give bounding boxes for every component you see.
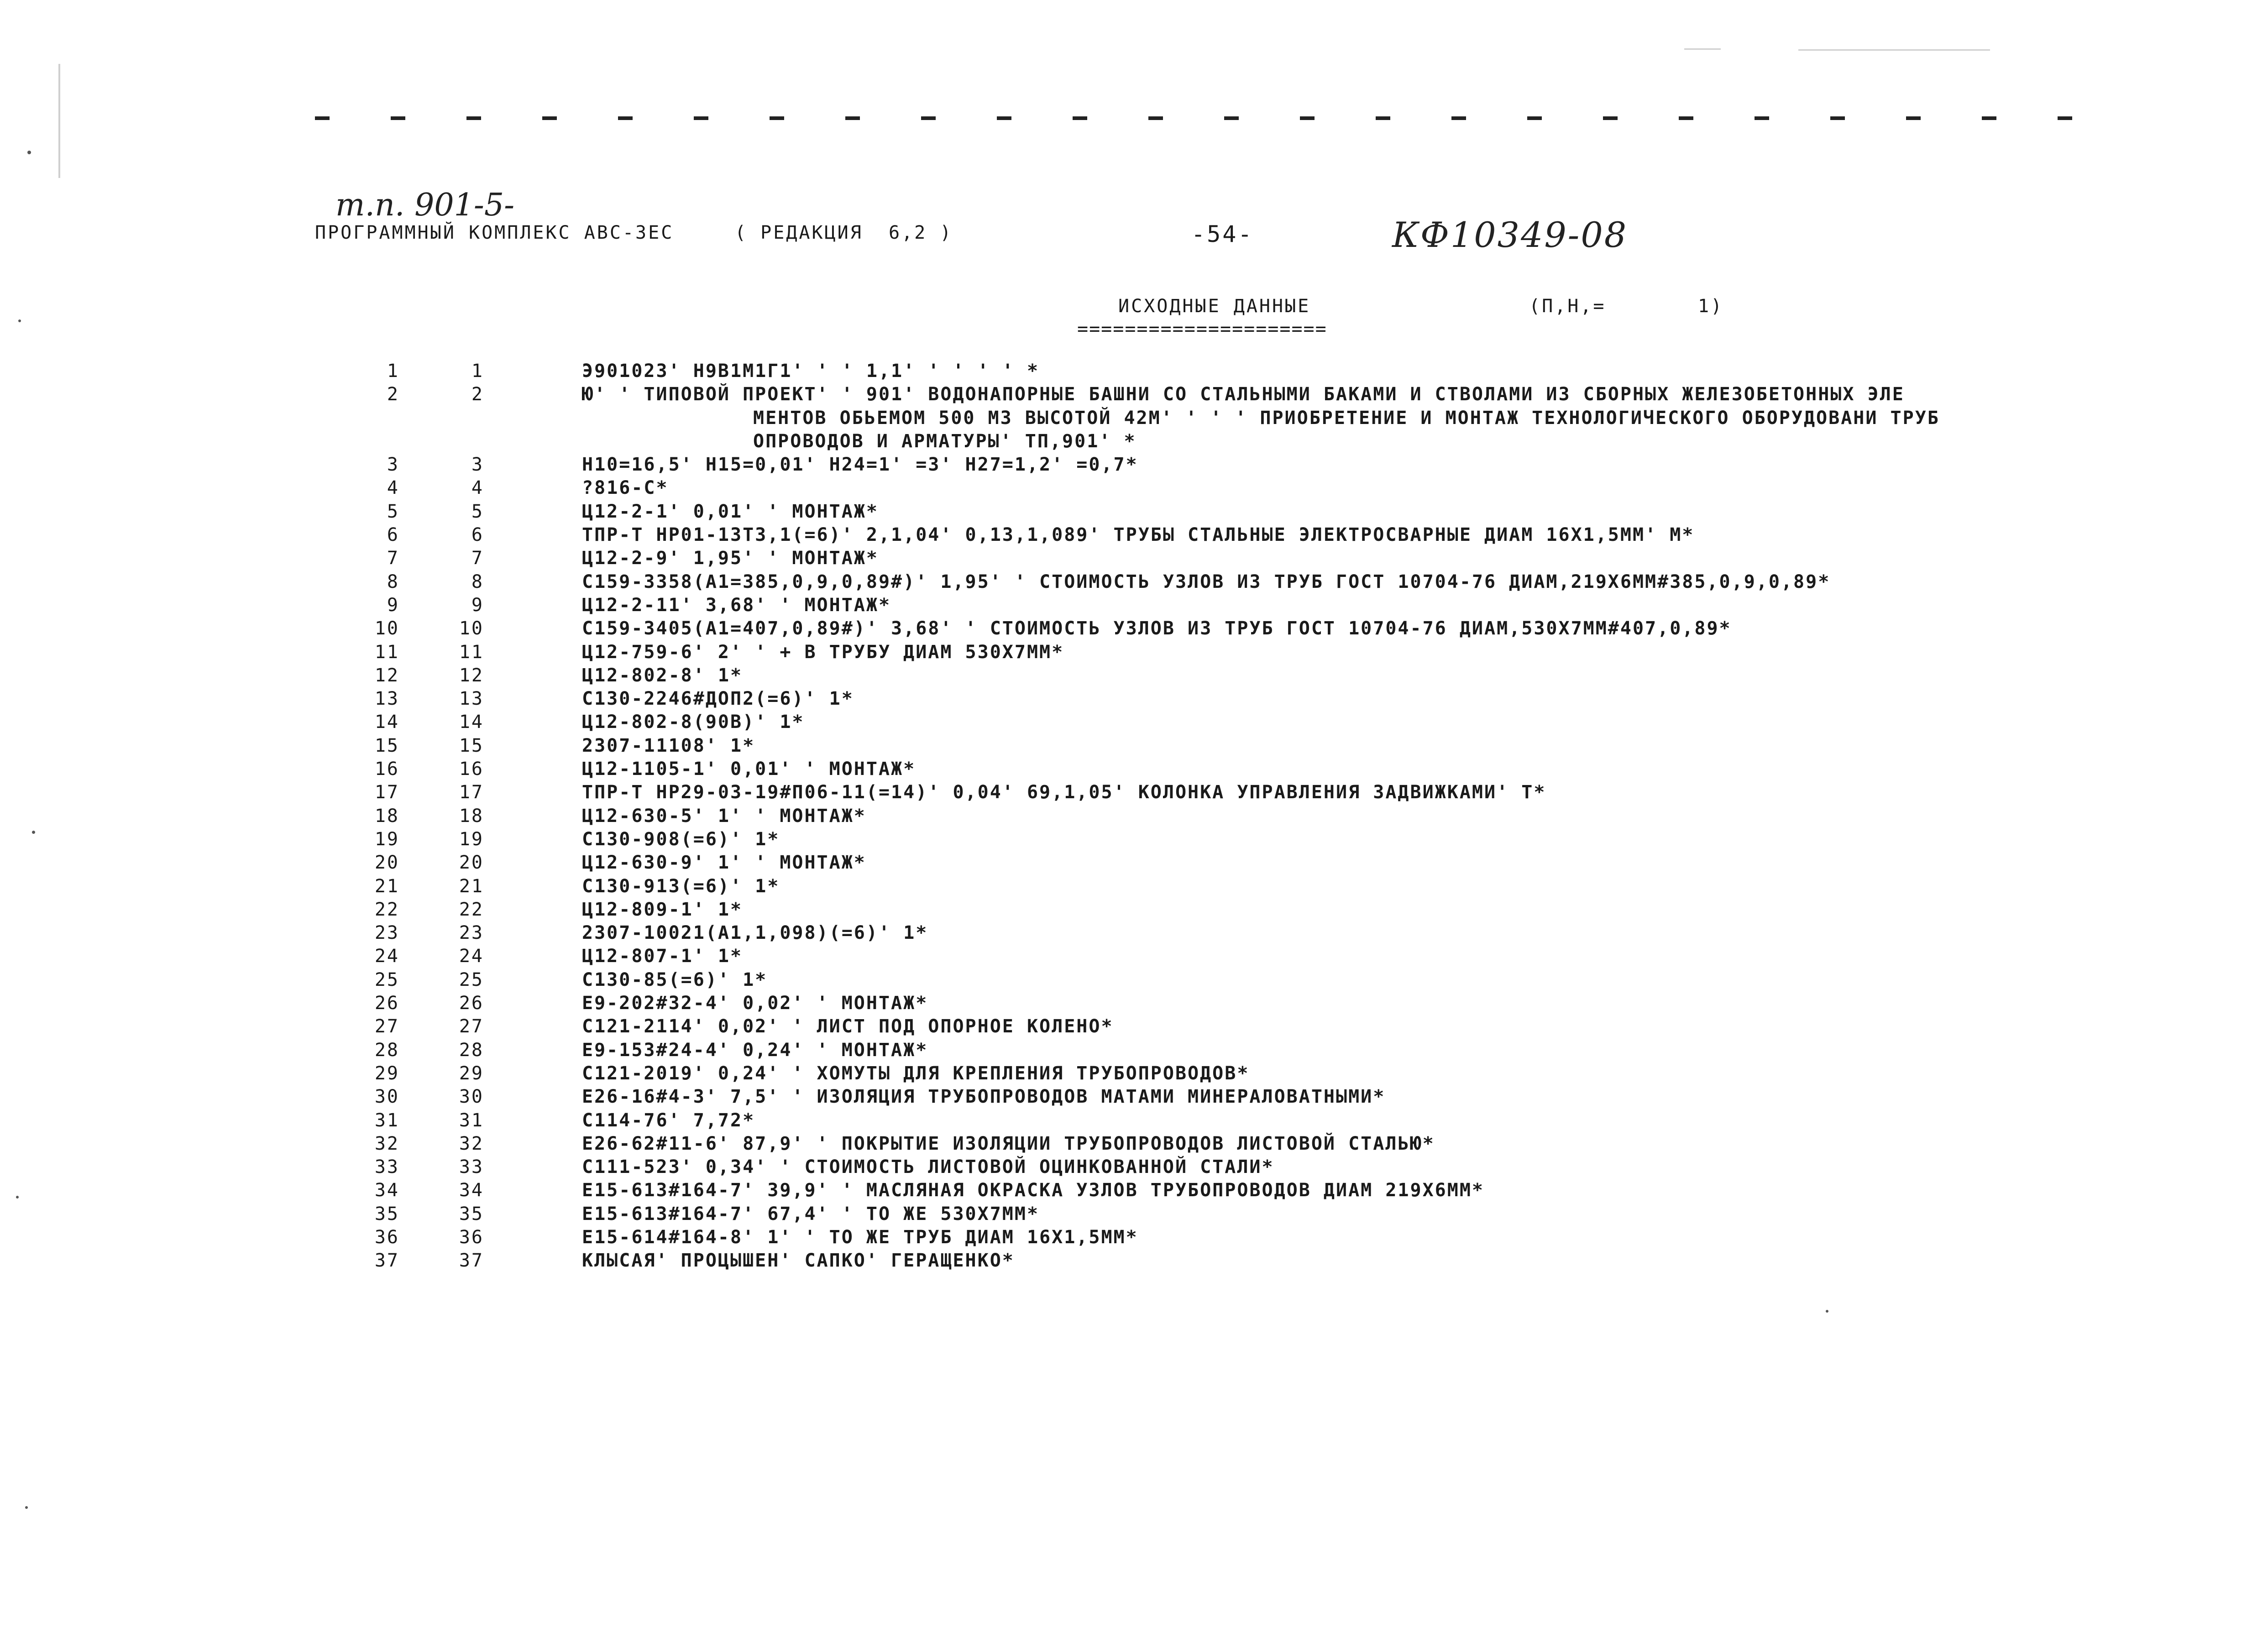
statement-text: Ц12-2-9' 1,95' ' МОНТАЖ* [582,548,879,569]
listing-line [0,712,2268,735]
statement-text: С111-523' 0,34' ' СТОИМОСТЬ ЛИСТОВОЙ ОЦИНКОВАННОЙ СТАЛИ* [582,1157,1274,1178]
line-number: 11 [374,641,399,663]
line-number: 1 [387,361,399,382]
statement-number: 25 [459,969,484,990]
line-number: 34 [374,1180,399,1201]
line-number: 27 [374,1016,399,1037]
scan-edge-line [58,64,60,178]
scan-speck [18,319,21,322]
statement-text: Ц12-1105-1' 0,01' ' МОНТАЖ* [582,759,916,780]
listing-line [0,595,2268,618]
listing-line [0,852,2268,875]
listing-line [0,384,2268,407]
statement-number: 13 [459,688,484,710]
listing-line [0,618,2268,641]
handwritten-document-code: КФ10349-08 [1392,215,1628,255]
line-number: 35 [374,1203,399,1225]
statement-number: 12 [459,665,484,686]
statement-number: 30 [459,1086,484,1108]
listing-line [0,524,2268,548]
line-number: 30 [374,1086,399,1108]
statement-text: ОПРОВОДОВ И АРМАТУРЫ' ТП,901' * [753,430,1137,452]
statement-text: Е9-153#24-4' 0,24' ' МОНТАЖ* [582,1039,928,1061]
statement-number: 33 [459,1157,484,1178]
line-number: 24 [374,946,399,967]
statement-text: С114-76' 7,72* [582,1110,755,1131]
line-number: 33 [374,1157,399,1178]
statement-text: 2307-11108' 1* [582,735,755,756]
statement-number: 19 [459,828,484,850]
statement-text: С159-3358(А1=385,0,9,0,89#)' 1,95' ' СТОИМОСТЬ УЗЛОВ ИЗ ТРУБ ГОСТ 10704-76 ДИАМ,219Х6ММ#385,0,9,0,89* [582,571,1831,592]
listing-line [0,969,2268,993]
listing-line [0,1133,2268,1157]
line-number: 25 [374,969,399,990]
line-number: 22 [374,899,399,920]
listing-continuation-line [0,431,2268,454]
statement-text: 2307-10021(А1,1,098)(=6)' 1* [582,922,928,944]
listing-line [0,946,2268,969]
listing-line [0,1016,2268,1039]
statement-number: 20 [459,852,484,874]
statement-number: 22 [459,899,484,920]
statement-text: ТПР-Т НР29-03-19#П06-11(=14)' 0,04' 69,1,05' КОЛОНКА УПРАВЛЕНИЯ ЗАДВИЖКАМИ' Т* [582,782,1546,803]
line-number: 20 [374,852,399,874]
statement-text: Ц12-809-1' 1* [582,899,743,920]
statement-number: 18 [459,805,484,827]
scan-speck [25,1506,28,1509]
line-number: 9 [387,594,399,616]
statement-text: С130-85(=6)' 1* [582,969,768,990]
handwritten-project-note: т.п. 901-5- [335,187,515,223]
line-number: 36 [374,1226,399,1248]
listing-line [0,876,2268,899]
line-number: 23 [374,922,399,944]
statement-number: 17 [459,782,484,803]
listing-line [0,548,2268,571]
statement-text: Ц12-759-6' 2' ' + В ТРУБУ ДИАМ 530Х7ММ* [582,641,1064,663]
statement-number: 2 [471,384,484,405]
listing-line [0,993,2268,1016]
statement-number: 23 [459,922,484,944]
statement-text: Е15-613#164-7' 67,4' ' ТО ЖЕ 530Х7ММ* [582,1203,1040,1225]
line-number: 32 [374,1133,399,1154]
listing-line [0,899,2268,922]
statement-number: 4 [471,477,484,499]
pn-value: 1) [1698,296,1724,317]
statement-text: Е15-613#164-7' 39,9' ' МАСЛЯНАЯ ОКРАСКА УЗЛОВ ТРУБОПРОВОДОВ ДИАМ 219Х6ММ* [582,1180,1484,1201]
statement-text: С130-913(=6)' 1* [582,875,780,897]
section-title: ИСХОДНЫЕ ДАННЫЕ [1118,296,1311,317]
statement-text: С130-2246#ДОП2(=6)' 1* [582,688,854,710]
statement-text: ТПР-Т НР01-13Т3,1(=6)' 2,1,04' 0,13,1,089' ТРУБЫ СТАЛЬНЫЕ ЭЛЕКТРОСВАРНЫЕ ДИАМ 16Х1,5ММ' М* [582,524,1695,546]
listing-line [0,829,2268,852]
scan-line [1684,48,1721,50]
listing-line [0,454,2268,477]
pn-label: (П,Н,= [1529,296,1606,317]
listing-line [0,665,2268,688]
line-number: 7 [387,548,399,569]
statement-number: 36 [459,1226,484,1248]
line-number: 16 [374,759,399,780]
statement-text: С121-2114' 0,02' ' ЛИСТ ПОД ОПОРНОЕ КОЛЕНО* [582,1016,1114,1037]
listing-line [0,688,2268,712]
scan-speck [27,151,31,154]
line-number: 21 [374,875,399,897]
statement-number: 7 [471,548,484,569]
line-number: 15 [374,735,399,756]
listing-line [0,361,2268,384]
statement-number: 28 [459,1039,484,1061]
line-number: 19 [374,828,399,850]
input-data-listing [0,361,2268,1274]
statement-text: МЕНТОВ ОБЬЕМОМ 500 М3 ВЫСОТОЙ 42М' ' ' ' ПРИОБРЕТЕНИЕ И МОНТАЖ ТЕХНОЛОГИЧЕСКОГО ОБОРУДОВАНИ ТРУБ [753,407,1940,429]
line-number: 12 [374,665,399,686]
statement-text: Ц12-2-11' 3,68' ' МОНТАЖ* [582,594,891,616]
line-number: 17 [374,782,399,803]
line-number: 5 [387,501,399,522]
line-number: 29 [374,1062,399,1084]
listing-line [0,477,2268,501]
listing-line [0,1250,2268,1273]
line-number: 2 [387,384,399,405]
line-number: 28 [374,1039,399,1061]
scan-speck [1826,1310,1828,1313]
line-number: 6 [387,524,399,546]
statement-text: Е26-62#11-6' 87,9' ' ПОКРЫТИЕ ИЗОЛЯЦИИ ТРУБОПРОВОДОВ ЛИСТОВОЙ СТАЛЬЮ* [582,1133,1435,1154]
statement-number: 8 [471,571,484,592]
line-number: 18 [374,805,399,827]
statement-number: 24 [459,946,484,967]
statement-text: Е9-202#32-4' 0,02' ' МОНТАЖ* [582,993,928,1014]
statement-text: КЛЫСАЯ' ПРОЦЫШЕН' САПКО' ГЕРАЩЕНКО* [582,1250,1015,1272]
statement-text: ?816-С* [582,477,669,499]
line-number: 10 [374,618,399,639]
page-number: -54- [1191,221,1254,247]
statement-number: 10 [459,618,484,639]
listing-line [0,642,2268,665]
statement-number: 35 [459,1203,484,1225]
listing-line [0,501,2268,524]
statement-text: Ц12-802-8' 1* [582,665,743,686]
statement-text: С159-3405(А1=407,0,89#)' 3,68' ' СТОИМОСТЬ УЗЛОВ ИЗ ТРУБ ГОСТ 10704-76 ДИАМ,530Х7ММ#407,0,89* [582,618,1732,639]
statement-text: Ц12-802-8(90В)' 1* [582,712,805,733]
line-number: 8 [387,571,399,592]
section-underline: ===================== [1077,319,1327,340]
listing-line [0,735,2268,759]
statement-number: 15 [459,735,484,756]
statement-text: С121-2019' 0,24' ' ХОМУТЫ ДЛЯ КРЕПЛЕНИЯ ТРУБОПРОВОДОВ* [582,1062,1250,1084]
perforation-dashes [315,116,2072,120]
statement-text: Э901023' Н9В1М1Г1' ' ' 1,1' ' ' ' ' * [582,361,1040,382]
statement-text: Ю' ' ТИПОВОЙ ПРОЕКТ' ' 901' ВОДОНАПОРНЫЕ БАШНИ СО СТАЛЬНЫМИ БАКАМИ И СТВОЛАМИ ИЗ СБОРНЫХ ЖЕЛЕЗОБЕТОННЫХ ЭЛЕ [582,384,1905,405]
statement-number: 26 [459,993,484,1014]
listing-line [0,1110,2268,1133]
line-number: 26 [374,993,399,1014]
listing-line [0,1204,2268,1227]
statement-text: Ц12-630-5' 1' ' МОНТАЖ* [582,805,866,827]
listing-line [0,806,2268,829]
statement-number: 16 [459,759,484,780]
statement-number: 5 [471,501,484,522]
listing-continuation-line [0,408,2268,431]
listing-line [0,782,2268,805]
statement-text: Ц12-2-1' 0,01' ' МОНТАЖ* [582,501,879,522]
line-number: 14 [374,712,399,733]
listing-line [0,1227,2268,1250]
statement-number: 1 [471,361,484,382]
line-number: 31 [374,1110,399,1131]
statement-text: Ц12-807-1' 1* [582,946,743,967]
listing-line [0,1180,2268,1203]
program-name: ПРОГРАММНЫЙ КОМПЛЕКС АВС-3ЕС [315,222,674,243]
listing-line [0,571,2268,595]
statement-text: Е15-614#164-8' 1' ' ТО ЖЕ ТРУБ ДИАМ 16Х1,5ММ* [582,1226,1138,1248]
statement-text: Ц12-630-9' 1' ' МОНТАЖ* [582,852,866,874]
statement-text: Е26-16#4-3' 7,5' ' ИЗОЛЯЦИЯ ТРУБОПРОВОДОВ МАТАМИ МИНЕРАЛОВАТНЫМИ* [582,1086,1386,1108]
statement-number: 6 [471,524,484,546]
listing-line [0,1157,2268,1180]
statement-number: 9 [471,594,484,616]
statement-number: 32 [459,1133,484,1154]
statement-number: 31 [459,1110,484,1131]
listing-line [0,1040,2268,1063]
listing-line [0,922,2268,946]
listing-line [0,759,2268,782]
statement-number: 27 [459,1016,484,1037]
statement-number: 37 [459,1250,484,1272]
statement-number: 3 [471,454,484,476]
program-edition: ( РЕДАКЦИЯ 6,2 ) [735,222,953,243]
line-number: 3 [387,454,399,476]
statement-text: С130-908(=6)' 1* [582,828,780,850]
statement-number: 14 [459,712,484,733]
line-number: 4 [387,477,399,499]
listing-line [0,1086,2268,1110]
line-number: 37 [374,1250,399,1272]
statement-number: 34 [459,1180,484,1201]
line-number: 13 [374,688,399,710]
listing-line [0,1063,2268,1086]
statement-number: 11 [459,641,484,663]
scan-line [1798,49,1990,51]
statement-number: 21 [459,875,484,897]
statement-number: 29 [459,1062,484,1084]
statement-text: Н10=16,5' Н15=0,01' Н24=1' =3' Н27=1,2' =0,7* [582,454,1138,476]
